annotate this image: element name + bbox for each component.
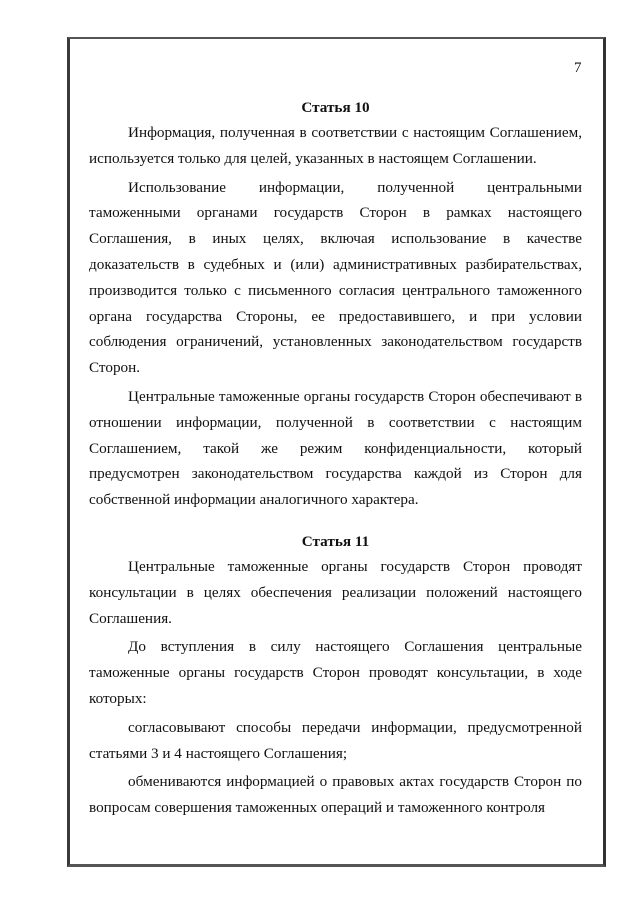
article-11 [89,530,582,821]
paragraph: обмениваются информацией о правовых актах государств Сторон по вопросам совершения таможенных операций и таможенного контроля [89,773,582,817]
paragraph: Использование информации, полученной центральными таможенными органами государств Сторон в рамках настоящего Соглашения, в иных целях, включая использование в качестве доказательств в судебных и (или) административных разбирательствах, производится только с письменного согласия центрального таможенного органа государства Стороны, ее предоставившего, и при условии соблюдения ограничений, установленных законодательством государств Сторон. [89,178,582,377]
paragraph: Центральные таможенные органы государств Сторон обеспечивают в отношении информации, полученной в соответствии с настоящим Соглашением, такой же режим конфиденциальности, который предусмотрен законодательством государства каждой из Сторон для собственной информации аналогичного характера. [89,387,582,509]
paragraph: Центральные таможенные органы государств Сторон проводят консультации в целях обеспечения реализации положений настоящего Соглашения. [89,557,582,627]
article-title: Статья 11 [301,532,370,550]
page-number: 7 [574,60,582,76]
paragraph: До вступления в силу настоящего Соглашения центральные таможенные органы государств Сторон проводят консультации, в ходе которых: [89,638,582,707]
article-title: Статья 10 [301,99,370,116]
paragraph: согласовывают способы передачи информации, предусмотренной статьями 3 и 4 настоящего Соглашения; [89,718,582,762]
document-body [89,96,582,824]
article-10 [89,96,582,513]
paragraph: Информация, полученная в соответствии с настоящим Соглашением, используется только для целей, указанных в настоящем Соглашении. [89,124,582,167]
